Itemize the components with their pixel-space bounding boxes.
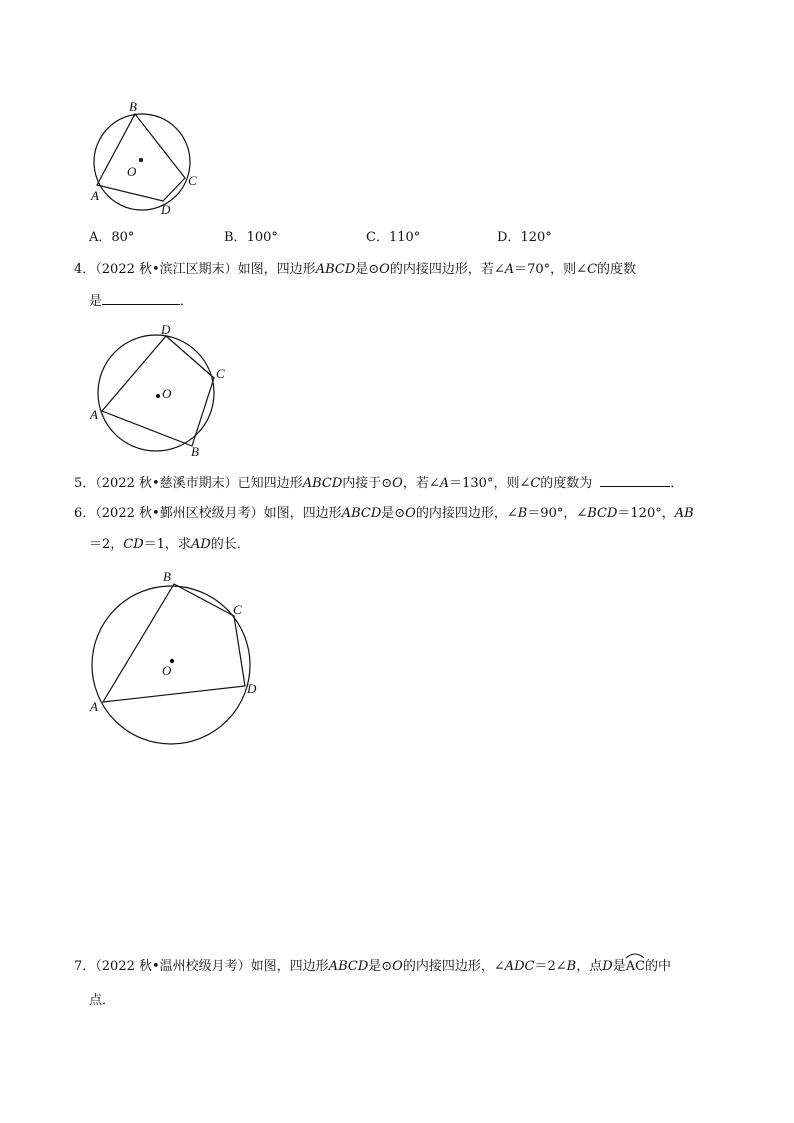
q4-label-c: C bbox=[216, 366, 225, 381]
text: 已知四边形 bbox=[237, 476, 303, 491]
math-c: C bbox=[587, 262, 598, 277]
text: 是 bbox=[89, 294, 103, 309]
arc-ac bbox=[626, 958, 645, 976]
math-o: O bbox=[405, 506, 416, 521]
math-ab: AB bbox=[674, 506, 694, 521]
q6-label-d: D bbox=[247, 681, 257, 696]
answer-blank[interactable] bbox=[102, 292, 180, 305]
text: 是⊙ bbox=[381, 506, 406, 521]
q3-label-d: D bbox=[161, 202, 171, 217]
question-source: （2022 秋•温州校级月考） bbox=[95, 959, 251, 974]
option-letter: D． bbox=[497, 230, 521, 245]
q6-label-b: B bbox=[163, 569, 171, 584]
math-adc: ADC bbox=[504, 959, 535, 974]
arc-symbol-icon bbox=[625, 951, 645, 959]
text: 如图，四边形 bbox=[250, 959, 329, 974]
q4-line-2 bbox=[89, 292, 193, 311]
question-source: （2022 秋•鄞州区校级月考） bbox=[95, 506, 264, 521]
question-number: 7． bbox=[74, 959, 96, 974]
option-letter: B． bbox=[224, 230, 247, 245]
math-a: A bbox=[504, 262, 515, 277]
math-b: B bbox=[517, 506, 528, 521]
option-value: 110° bbox=[388, 230, 421, 245]
option-value: 80° bbox=[111, 230, 135, 245]
question-source: （2022 秋•滨江区期末） bbox=[95, 262, 238, 277]
q3-label-a: A bbox=[91, 188, 99, 203]
math-o: O bbox=[379, 262, 390, 277]
text: 如图，四边形 bbox=[263, 506, 342, 521]
math-a: A bbox=[439, 476, 450, 491]
math-arc-ac: AC bbox=[625, 959, 646, 974]
text: ＝120°， bbox=[617, 506, 675, 521]
text: ，点 bbox=[576, 959, 603, 974]
q6-line-2 bbox=[89, 536, 250, 554]
option-value: 120° bbox=[520, 230, 552, 245]
text: 的度数 bbox=[597, 262, 637, 277]
q6-label-a: A bbox=[90, 699, 98, 714]
q4-label-a: A bbox=[90, 407, 98, 422]
option-value: 100° bbox=[246, 230, 278, 245]
q4-figure bbox=[86, 322, 236, 462]
question-source: （2022 秋•慈溪市期末） bbox=[95, 476, 238, 491]
text: ＝90°，∠ bbox=[527, 506, 588, 521]
text: ＝70°，则∠ bbox=[514, 262, 588, 277]
question-number: 4． bbox=[74, 262, 96, 277]
text: 的内接四边形，∠ bbox=[415, 506, 518, 521]
text: 如图，四边形 bbox=[237, 262, 316, 277]
q6-label-o: O bbox=[162, 663, 172, 678]
text: ＝2∠ bbox=[534, 959, 567, 974]
text: 的内接四边形，若∠ bbox=[389, 262, 505, 277]
math-abcd: ABCD bbox=[341, 506, 382, 521]
q3-figure bbox=[80, 96, 210, 220]
q3-label-o: O bbox=[127, 164, 137, 179]
q4-line-1 bbox=[74, 261, 636, 279]
q3-option-a bbox=[89, 229, 134, 247]
math-cd: CD bbox=[123, 537, 144, 552]
math-o: O bbox=[392, 959, 403, 974]
math-d: D bbox=[602, 959, 613, 974]
option-letter: A． bbox=[89, 230, 112, 245]
text: 的长． bbox=[210, 537, 250, 552]
math-abcd: ABCD bbox=[315, 262, 356, 277]
math-o: O bbox=[392, 476, 403, 491]
text: ＝2， bbox=[89, 537, 124, 552]
text: ＝130°，则∠ bbox=[449, 476, 531, 491]
q3-quadrilateral bbox=[97, 114, 185, 201]
q3-label-b: B bbox=[129, 99, 137, 114]
text: 点． bbox=[89, 993, 116, 1008]
math-ad: AD bbox=[190, 537, 211, 552]
text: 的度数为 bbox=[540, 476, 593, 491]
text: 是⊙ bbox=[355, 262, 380, 277]
q6-label-c: C bbox=[233, 602, 242, 617]
q6-line-1 bbox=[74, 505, 694, 523]
text: 是⊙ bbox=[368, 959, 393, 974]
q4-label-d: D bbox=[161, 322, 171, 337]
q3-center-dot bbox=[139, 158, 143, 162]
text: 内接于⊙ bbox=[342, 476, 393, 491]
question-number: 6． bbox=[74, 506, 96, 521]
q7-line-2 bbox=[89, 992, 115, 1010]
text: ． bbox=[670, 476, 684, 491]
q4-label-o: O bbox=[162, 386, 172, 401]
math-b: B bbox=[566, 959, 577, 974]
q4-center-dot bbox=[156, 394, 160, 398]
q3-option-c bbox=[366, 229, 420, 247]
q3-label-c: C bbox=[188, 173, 197, 188]
text: ，若∠ bbox=[402, 476, 440, 491]
q3-option-b bbox=[224, 229, 278, 247]
math-bcd: BCD bbox=[587, 506, 618, 521]
answer-blank[interactable] bbox=[600, 474, 670, 487]
q4-label-b: B bbox=[191, 444, 199, 459]
math-abcd: ABCD bbox=[302, 476, 343, 491]
math-abcd: ABCD bbox=[328, 959, 369, 974]
q7-line-1 bbox=[74, 958, 671, 976]
q6-figure bbox=[82, 566, 272, 748]
q3-option-d bbox=[497, 229, 552, 247]
text: ． bbox=[180, 294, 194, 309]
math-c: C bbox=[530, 476, 541, 491]
text: 的内接四边形，∠ bbox=[402, 959, 505, 974]
question-number: 5． bbox=[74, 476, 96, 491]
q5-line-1 bbox=[74, 474, 683, 493]
text: ＝1，求 bbox=[143, 537, 191, 552]
option-letter: C． bbox=[366, 230, 389, 245]
text: 的中 bbox=[645, 959, 672, 974]
text: 是 bbox=[612, 959, 626, 974]
